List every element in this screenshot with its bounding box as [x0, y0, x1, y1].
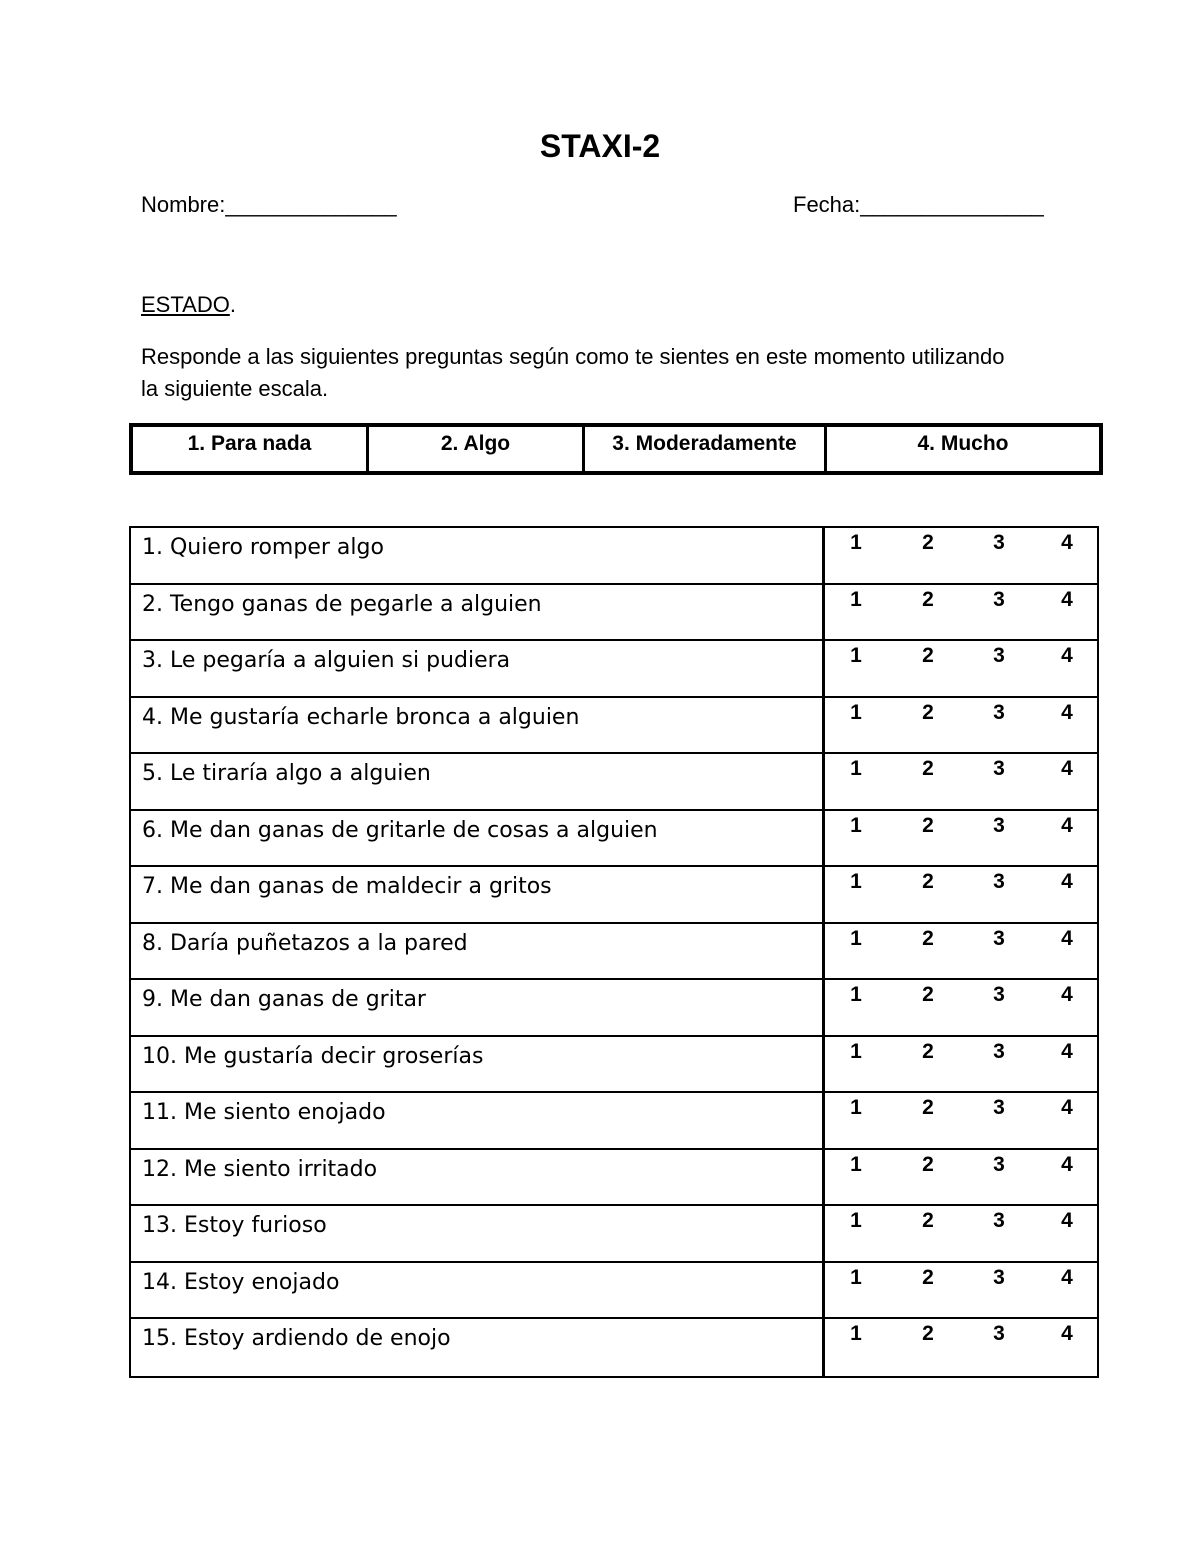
rating-option[interactable]: 2: [922, 531, 934, 554]
item-text: 9. Me dan ganas de gritar: [131, 980, 825, 1035]
rating-option[interactable]: 3: [993, 1322, 1005, 1345]
rating-option[interactable]: 1: [850, 587, 862, 611]
item-text: 7. Me dan ganas de maldecir a gritos: [131, 867, 825, 922]
rating-option[interactable]: 2: [922, 587, 934, 611]
item-options: [825, 754, 1097, 809]
item-text: 10. Me gustaría decir groserías: [131, 1037, 825, 1092]
item-options: [825, 811, 1097, 866]
scale-option: 3. Moderadamente: [585, 427, 827, 471]
table-row: [131, 1093, 1097, 1150]
scale-option: 4. Mucho: [917, 432, 1009, 455]
items-table: [129, 526, 1099, 1378]
rating-option[interactable]: 2: [922, 700, 934, 724]
rating-option[interactable]: 1: [850, 870, 862, 893]
rating-option[interactable]: 4: [1061, 926, 1073, 950]
table-row: [131, 811, 1097, 868]
item-options: [825, 1263, 1097, 1318]
table-row: [131, 698, 1097, 755]
rating-option[interactable]: 4: [1061, 870, 1073, 893]
item-options: [825, 1319, 1097, 1376]
rating-option[interactable]: 3: [993, 757, 1005, 780]
item-text: 2. Tengo ganas de pegarle a alguien: [131, 585, 825, 640]
rating-option[interactable]: 3: [993, 644, 1005, 667]
item-options: [825, 1150, 1097, 1205]
rating-option[interactable]: 4: [1061, 757, 1073, 780]
rating-option[interactable]: 3: [993, 813, 1005, 837]
table-row: [131, 1037, 1097, 1094]
item-text: 8. Daría puñetazos a la pared: [131, 924, 825, 979]
item-text: 12. Me siento irritado: [131, 1150, 825, 1205]
rating-option[interactable]: 4: [1061, 1152, 1073, 1176]
table-row: [131, 1150, 1097, 1207]
rating-option[interactable]: 1: [850, 926, 862, 950]
table-row: [131, 867, 1097, 924]
rating-option[interactable]: 4: [1061, 983, 1073, 1006]
rating-option[interactable]: 4: [1061, 1322, 1073, 1345]
rating-option[interactable]: 3: [993, 926, 1005, 950]
rating-option[interactable]: 3: [993, 870, 1005, 893]
table-row: [131, 980, 1097, 1037]
rating-option[interactable]: 1: [850, 813, 862, 837]
item-options: [825, 585, 1097, 640]
rating-option[interactable]: 4: [1061, 1265, 1073, 1289]
table-row: [131, 1206, 1097, 1263]
rating-option[interactable]: 1: [850, 1265, 862, 1289]
rating-option[interactable]: 3: [993, 1039, 1005, 1063]
date-field[interactable]: Fecha:_______________: [793, 192, 1044, 217]
rating-option[interactable]: 4: [1061, 1039, 1073, 1063]
item-text: 1. Quiero romper algo: [131, 528, 825, 583]
rating-option[interactable]: 1: [850, 1039, 862, 1063]
rating-option[interactable]: 3: [993, 1265, 1005, 1289]
table-row: [131, 924, 1097, 981]
rating-option[interactable]: 2: [922, 1152, 934, 1176]
rating-option[interactable]: 2: [922, 757, 934, 780]
rating-option[interactable]: 1: [850, 531, 862, 554]
rating-option[interactable]: 2: [922, 1209, 934, 1232]
rating-option[interactable]: 1: [850, 700, 862, 724]
item-text: 11. Me siento enojado: [131, 1093, 825, 1148]
rating-option[interactable]: 2: [922, 1039, 934, 1063]
rating-option[interactable]: 4: [1061, 813, 1073, 837]
scale-legend: [129, 423, 1103, 475]
rating-option[interactable]: 1: [850, 983, 862, 1006]
table-row: [131, 1319, 1097, 1376]
item-text: 4. Me gustaría echarle bronca a alguien: [131, 698, 825, 753]
rating-option[interactable]: 4: [1061, 587, 1073, 611]
item-text: 14. Estoy enojado: [131, 1263, 825, 1318]
rating-option[interactable]: 1: [850, 1209, 862, 1232]
rating-option[interactable]: 2: [922, 926, 934, 950]
item-text: 5. Le tiraría algo a alguien: [131, 754, 825, 809]
rating-option[interactable]: 3: [993, 1096, 1005, 1119]
table-row: [131, 528, 1097, 585]
rating-option[interactable]: 2: [922, 644, 934, 667]
item-options: [825, 980, 1097, 1035]
item-options: [825, 641, 1097, 696]
section-label-text: ESTADO: [141, 292, 230, 317]
table-row: [131, 585, 1097, 642]
rating-option[interactable]: 3: [993, 1209, 1005, 1232]
table-row: [131, 641, 1097, 698]
rating-option[interactable]: 4: [1061, 644, 1073, 667]
rating-option[interactable]: 2: [922, 813, 934, 837]
item-options: [825, 698, 1097, 753]
item-options: [825, 1093, 1097, 1148]
rating-option[interactable]: 1: [850, 1322, 862, 1345]
rating-option[interactable]: 1: [850, 757, 862, 780]
item-text: 3. Le pegaría a alguien si pudiera: [131, 641, 825, 696]
table-row: [131, 754, 1097, 811]
rating-option[interactable]: 3: [993, 983, 1005, 1006]
rating-option[interactable]: 2: [922, 1265, 934, 1289]
rating-option[interactable]: 3: [993, 1152, 1005, 1176]
rating-option[interactable]: 2: [922, 983, 934, 1006]
table-row: [131, 1263, 1097, 1320]
section-label: [141, 290, 236, 320]
item-options: [825, 1037, 1097, 1092]
name-field[interactable]: Nombre:______________: [141, 192, 397, 217]
item-text: 6. Me dan ganas de gritarle de cosas a alguien: [131, 811, 825, 866]
rating-option[interactable]: 4: [1061, 1096, 1073, 1119]
item-options: [825, 1206, 1097, 1261]
rating-option[interactable]: 1: [850, 644, 862, 667]
rating-option[interactable]: 3: [993, 700, 1005, 724]
rating-option[interactable]: 2: [922, 870, 934, 893]
rating-option[interactable]: 4: [1061, 531, 1073, 554]
rating-option[interactable]: 1: [850, 1096, 862, 1119]
item-options: [825, 924, 1097, 979]
rating-option[interactable]: 1: [850, 1152, 862, 1176]
rating-option[interactable]: 4: [1061, 1209, 1073, 1232]
item-options: [825, 528, 1097, 583]
rating-option[interactable]: 2: [922, 1322, 934, 1345]
scale-option: 2. Algo: [369, 427, 585, 471]
instructions-text: Responde a las siguientes preguntas según como te sientes en este momento utilizando la siguiente escala.: [141, 344, 1005, 401]
item-text: 15. Estoy ardiendo de enojo: [131, 1319, 825, 1376]
rating-option[interactable]: 2: [922, 1096, 934, 1119]
item-options: [825, 867, 1097, 922]
rating-option[interactable]: 4: [1061, 700, 1073, 724]
section-label-punct: .: [229, 292, 236, 317]
item-text: 13. Estoy furioso: [131, 1206, 825, 1261]
rating-option[interactable]: 3: [993, 531, 1005, 554]
rating-option[interactable]: 3: [993, 587, 1005, 611]
document-title: STAXI-2: [539, 128, 661, 164]
scale-option: 1. Para nada: [133, 427, 369, 471]
